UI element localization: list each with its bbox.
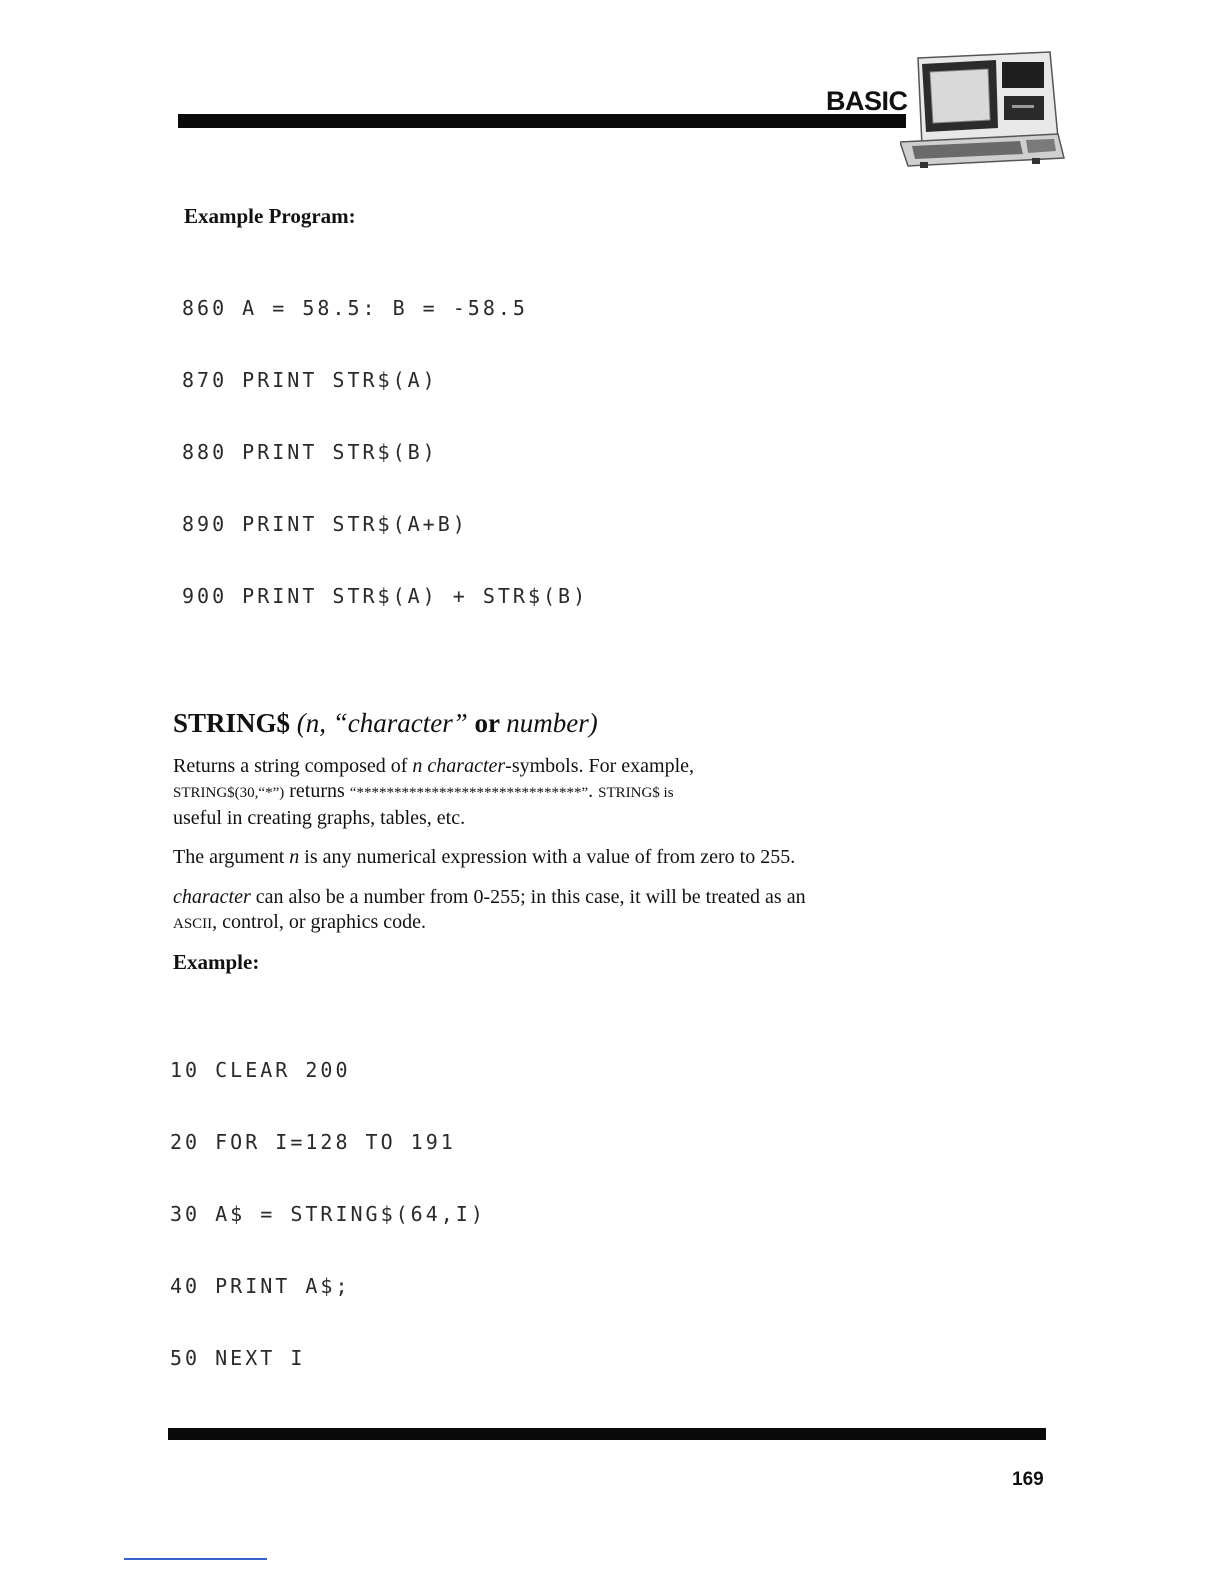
example-program-heading: Example Program: [184,204,356,228]
example-heading: Example: [173,950,260,974]
page-number: 169 [1012,1469,1044,1490]
code-line: 890 PRINT STR$(A+B) [182,512,468,536]
code-line: 50 NEXT I [170,1346,306,1370]
code-line: 860 A = 58.5: B = -58.5 [182,296,528,320]
example-code [170,1010,486,1394]
trs-80-computer-icon [900,50,1065,170]
code-line: 10 CLEAR 200 [170,1058,351,1082]
argument-paragraph: The argument n is any numerical expression with a value of from zero to 255. [173,846,796,868]
header-rule [178,114,906,128]
bottom-blue-line [124,1558,267,1560]
string-function-title: STRING$ (n, “character” or number) [173,708,598,738]
example-program-code [182,248,588,632]
code-line: 20 FOR I=128 TO 191 [170,1130,456,1154]
code-line: 900 PRINT STR$(A) + STR$(B) [182,584,589,608]
section-title: BASIC [826,86,908,116]
character-paragraph: character can also be a number from 0-255; in this case, it will be treated as an ASCII, control, or graphics code. [173,886,806,933]
code-line: 870 PRINT STR$(A) [182,368,438,392]
footer-rule [168,1428,1046,1440]
code-line: 30 A$ = STRING$(64,I) [170,1202,486,1226]
code-line: 880 PRINT STR$(B) [182,440,438,464]
code-line: 40 PRINT A$; [170,1274,351,1298]
description-paragraph: Returns a string composed of n character-symbols. For example, STRING$(30,“*”) returns “******************************”. STRING$ is useful in creating graphs, tables, etc. [173,755,695,829]
